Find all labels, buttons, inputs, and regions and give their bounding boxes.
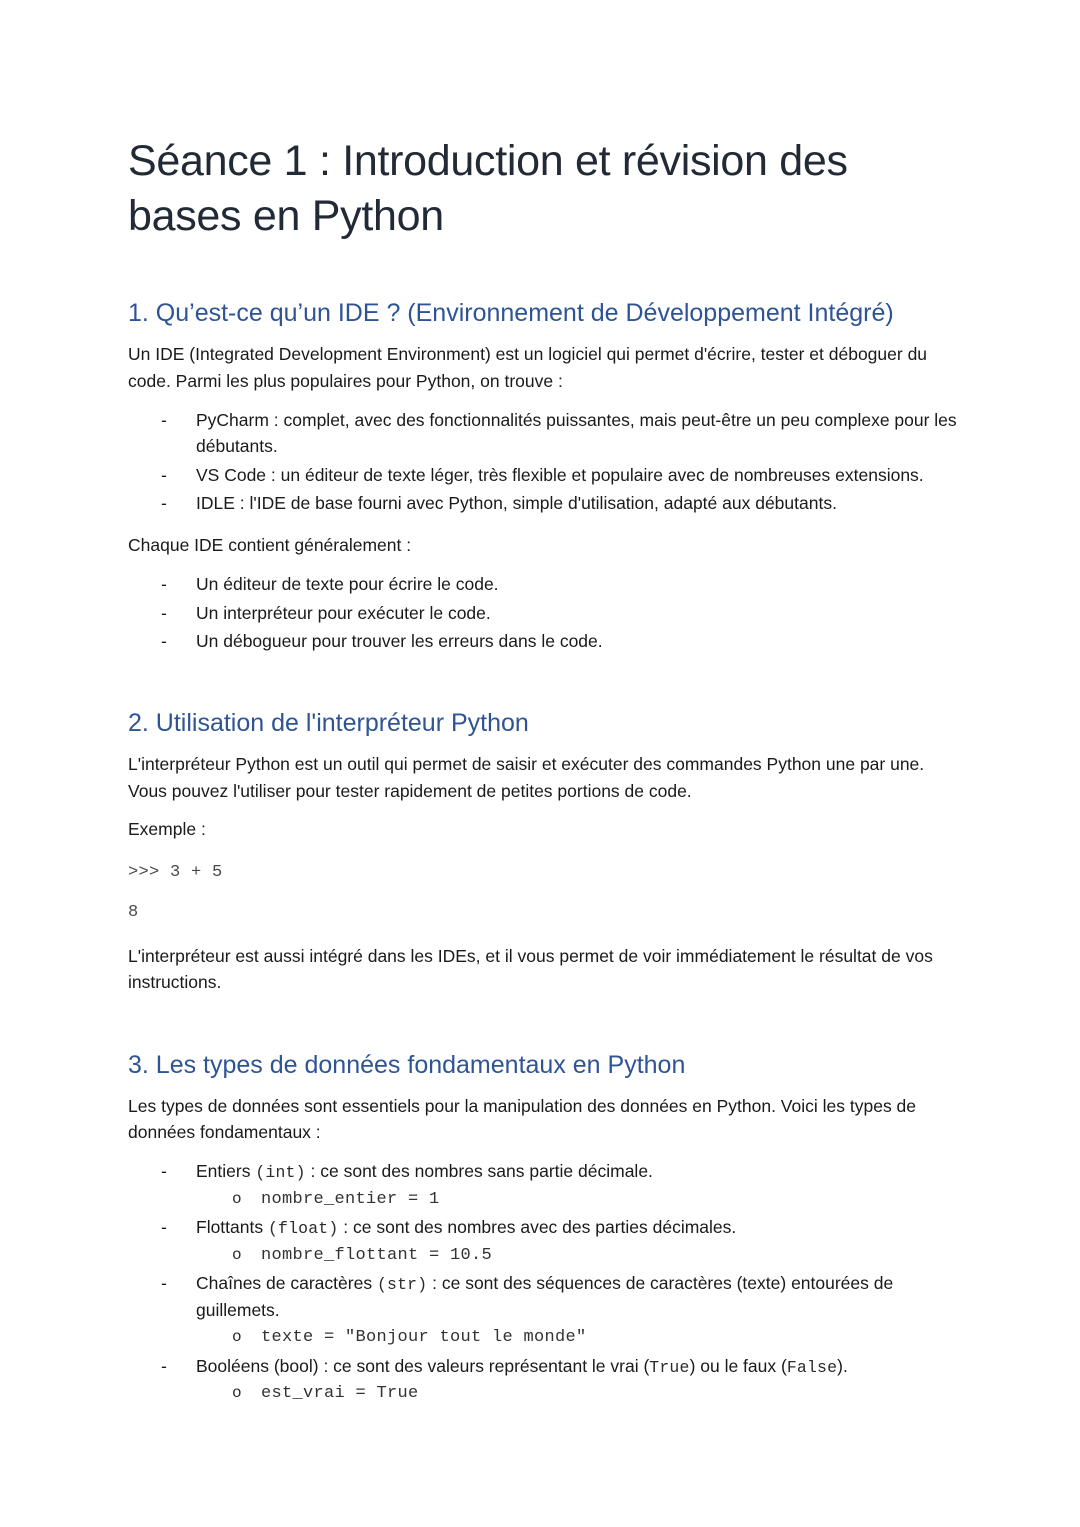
section-interpreter: [128, 708, 958, 996]
bullet-list-data-types: [128, 1158, 958, 1406]
bullet-circle-marker: o: [232, 1245, 242, 1264]
list-item-text: Booléens (bool) : ce sont des valeurs représentant le vrai (True) ou le faux (False).: [196, 1355, 848, 1377]
sub-list-item-int-example: [128, 1187, 958, 1213]
list-item-int: [128, 1158, 958, 1185]
list-item-text: Un interpréteur pour exécuter le code.: [196, 602, 491, 623]
code-line-input: >>> 3 + 5: [128, 863, 223, 883]
list-item-text: Entiers (int) : ce sont des nombres sans partie décimale.: [196, 1161, 653, 1183]
paragraph-interpreter-note: L'interpréteur est aussi intégré dans les IDEs, et il vous permet de voir immédiatement le résultat de vos instructions.: [128, 946, 933, 993]
paragraph-ide-contents: Chaque IDE contient généralement :: [128, 535, 412, 556]
list-item-text: IDLE : l'IDE de base fourni avec Python, simple d'utilisation, adapté aux débutants.: [196, 492, 837, 513]
section-heading-ide: 1. Qu’est-ce qu’un IDE ? (Environnement de Développement Intégré): [128, 299, 894, 328]
code-snippet-bool: est_vrai = True: [261, 1384, 419, 1404]
section-heading-data-types: 3. Les types de données fondamentaux en Python: [128, 1050, 686, 1079]
section-data-types: [128, 1050, 958, 1407]
document-title: Séance 1 : Introduction et révision des bases en Python: [128, 137, 848, 241]
list-item-text: Un débogueur pour trouver les erreurs dans le code.: [196, 630, 603, 651]
list-item-str: [128, 1270, 958, 1324]
list-item: [128, 462, 958, 489]
paragraph-ide-intro: Un IDE (Integrated Development Environment) est un logiciel qui permet d'écrire, tester et déboguer du code. Parmi les plus populaires pour Python, on trouve :: [128, 344, 928, 391]
bullet-dash-marker: -: [161, 1161, 167, 1182]
bullet-dash-marker: -: [161, 1217, 167, 1238]
list-item-text: Un éditeur de texte pour écrire le code.: [196, 574, 499, 595]
list-item-text: Flottants (float) : ce sont des nombres avec des parties décimales.: [196, 1217, 737, 1239]
section-heading-interpreter: 2. Utilisation de l'interpréteur Python: [128, 709, 529, 738]
bullet-circle-marker: o: [232, 1328, 242, 1347]
bullet-dash-marker: -: [161, 409, 167, 430]
list-item-float: [128, 1214, 958, 1241]
bullet-dash-marker: -: [161, 1273, 167, 1294]
sub-list-item-bool-example: [128, 1381, 958, 1407]
section-ide: [128, 298, 958, 654]
list-item: [128, 407, 958, 460]
bullet-dash-marker: -: [161, 630, 167, 651]
list-item-text: VS Code : un éditeur de texte léger, très flexible et populaire avec de nombreuses extensions.: [196, 464, 924, 485]
example-label: Exemple :: [128, 818, 206, 839]
code-line-output: 8: [128, 903, 139, 923]
code-snippet-str: texte = "Bonjour tout le monde": [261, 1328, 587, 1348]
sub-list-item-str-example: [128, 1325, 958, 1351]
bullet-list-ides: [128, 407, 958, 516]
paragraph-interpreter-intro: L'interpréteur Python est un outil qui permet de saisir et exécuter des commandes Python une par une. Vous pouvez l'utiliser pour tester rapidement de petites portions de code.: [128, 754, 925, 801]
bullet-list-ide-components: [128, 571, 958, 654]
code-snippet-float: nombre_flottant = 10.5: [261, 1245, 493, 1265]
list-item: [128, 571, 958, 598]
list-item: [128, 628, 958, 655]
bullet-circle-marker: o: [232, 1384, 242, 1403]
paragraph-types-intro: Les types de données sont essentiels pour la manipulation des données en Python. Voici les types de données fondamentaux :: [128, 1095, 917, 1143]
bullet-circle-marker: o: [232, 1189, 242, 1208]
bullet-dash-marker: -: [161, 574, 167, 595]
sub-list-item-float-example: [128, 1243, 958, 1269]
code-snippet-int: nombre_entier = 1: [261, 1189, 440, 1209]
bullet-dash-marker: -: [161, 492, 167, 513]
list-item-text: PyCharm : complet, avec des fonctionnalités puissantes, mais peut-être un peu complexe pour les débutants.: [196, 409, 957, 457]
list-item-text: Chaînes de caractères (str) : ce sont des séquences de caractères (texte) entourées de guillemets.: [196, 1273, 894, 1321]
list-item: [128, 600, 958, 627]
list-item: [128, 490, 958, 517]
list-item-bool: [128, 1353, 958, 1380]
bullet-dash-marker: -: [161, 1355, 167, 1376]
bullet-dash-marker: -: [161, 602, 167, 623]
bullet-dash-marker: -: [161, 464, 167, 485]
